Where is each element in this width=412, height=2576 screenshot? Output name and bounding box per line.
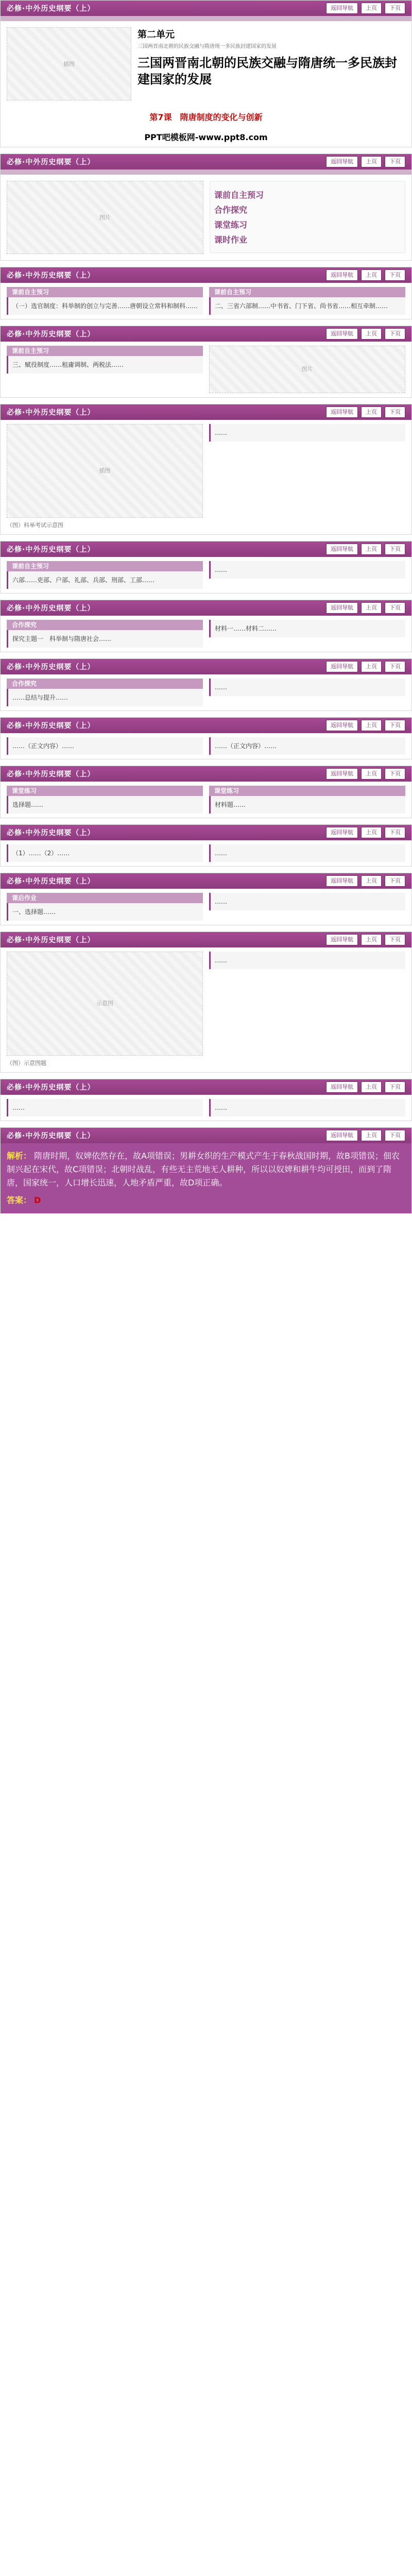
ppt-watermark: PPT吧模板网-www.ppt8.com: [144, 132, 268, 142]
right-section-title: 课前自主预习: [209, 287, 405, 297]
header-actions: [326, 3, 405, 14]
unit-title: 第二单元: [138, 29, 175, 40]
left-text: 三、赋役制度……租庸调制、两税法……: [7, 356, 203, 374]
right-text: ……（正文内容）……: [209, 737, 405, 755]
prev-button[interactable]: 上页: [361, 1130, 382, 1141]
main-title: 三国两晋南北朝的民族交融与隋唐统一多民族封建国家的发展: [138, 56, 397, 87]
left-section-title: 课前自主预习: [7, 561, 203, 571]
analysis-text: 隋唐时期，奴婢依然存在，故A项错误；男耕女织的生产模式产生于春秋战国时期，故B项错误；佃农制兴起在宋代，故C项错误；北朝时战乱，有些无主荒地无人耕种，所以以奴婢和耕牛均可授田，而到了隋唐，国家统一，人口增长迅速，人地矛盾严重，故D项正确。: [7, 1151, 400, 1188]
course-title: 必修·中外历史纲要（上）: [7, 722, 95, 730]
image-slide-2: [0, 931, 412, 1073]
menu-item-4[interactable]: 课时作业: [214, 235, 248, 245]
left-section-title: 课前自主预习: [7, 287, 203, 297]
prev-button[interactable]: 上页: [361, 602, 382, 614]
answer-value: D: [34, 1195, 41, 1205]
final-slide: [0, 1127, 412, 1214]
left-section-title: 课前自主预习: [7, 346, 203, 356]
content-slide-4: [0, 600, 412, 652]
prev-button[interactable]: 上页: [361, 1081, 382, 1093]
back-button[interactable]: 返回导航: [326, 1130, 358, 1141]
right-text: ……: [209, 1099, 405, 1116]
back-button[interactable]: 返回导航: [326, 544, 358, 555]
next-button[interactable]: 下页: [385, 3, 405, 14]
left-text: 探究主题一 科举制与隋唐社会……: [7, 630, 203, 648]
left-section-title: 合作探究: [7, 679, 203, 689]
prev-button[interactable]: 上页: [361, 269, 382, 281]
content-slide-6: [0, 717, 412, 759]
analysis-label: 解析：: [7, 1151, 32, 1161]
left-text: （一）选官制度：科举制的创立与完善……唐朝设立常科和制科……: [7, 297, 203, 315]
image-slide: [0, 404, 412, 535]
back-button[interactable]: 返回导航: [326, 269, 358, 281]
course-title: 必修·中外历史纲要（上）: [7, 663, 95, 671]
nav-menu: [210, 181, 405, 253]
next-button[interactable]: 下页: [385, 1081, 405, 1093]
course-title: 必修·中外历史纲要（上）: [7, 936, 95, 944]
unit-subtitle: 三国两晋南北朝的民族交融与隋唐统一多民族封建国家的发展: [138, 44, 277, 49]
next-button[interactable]: 下页: [385, 328, 405, 340]
left-text: 选择题……: [7, 796, 203, 814]
left-text: ……总结与提升……: [7, 689, 203, 706]
answer-label: 答案：: [7, 1195, 32, 1205]
right-text: ……: [209, 679, 405, 696]
course-title: 必修·中外历史纲要（上）: [7, 770, 95, 778]
left-text: ……: [7, 1099, 203, 1116]
menu-item-2[interactable]: 合作探究: [214, 205, 248, 215]
back-button[interactable]: 返回导航: [326, 156, 358, 167]
course-title: 必修·中外历史纲要（上）: [7, 409, 95, 417]
right-text: 材料题……: [209, 796, 405, 814]
content-slide-2: [0, 326, 412, 398]
prev-button[interactable]: 上页: [361, 406, 382, 418]
left-text: 一、选择题……: [7, 903, 203, 921]
content-slide-1: [0, 267, 412, 319]
nav-header: [1, 154, 411, 170]
side-text: ……: [209, 952, 405, 969]
prev-button[interactable]: 上页: [361, 3, 382, 14]
homework-slide: [0, 873, 412, 925]
next-button[interactable]: 下页: [385, 544, 405, 555]
back-button[interactable]: 返回导航: [326, 827, 358, 838]
content-slide-5: [0, 658, 412, 711]
prev-button[interactable]: 上页: [361, 827, 382, 838]
course-title: 必修·中外历史纲要（上）: [7, 5, 95, 13]
prev-button[interactable]: 上页: [361, 934, 382, 945]
course-title: 必修·中外历史纲要（上）: [7, 1132, 95, 1140]
back-button[interactable]: 返回导航: [326, 875, 358, 887]
right-text: 材料一……材料二……: [209, 620, 405, 637]
content-slide-3: [0, 541, 412, 594]
next-button[interactable]: 下页: [385, 875, 405, 887]
prev-button[interactable]: 上页: [361, 875, 382, 887]
next-button[interactable]: 下页: [385, 661, 405, 672]
nav-image: 图片: [7, 181, 203, 254]
back-button[interactable]: 返回导航: [326, 3, 358, 14]
next-button[interactable]: 下页: [385, 827, 405, 838]
next-button[interactable]: 下页: [385, 602, 405, 614]
content-header: [1, 267, 411, 283]
lesson-title: 第7课 隋唐制度的变化与创新: [1, 107, 411, 127]
course-title: 必修·中外历史纲要（上）: [7, 1083, 95, 1092]
course-title: 必修·中外历史纲要（上）: [7, 546, 95, 554]
back-button[interactable]: 返回导航: [326, 934, 358, 945]
menu-item-3[interactable]: 课堂练习: [214, 220, 248, 230]
left-section-title: 课后作业: [7, 893, 203, 903]
back-button[interactable]: 返回导航: [326, 602, 358, 614]
right-section-title: 课堂练习: [209, 786, 405, 796]
prev-button[interactable]: 上页: [361, 156, 382, 167]
subbar: [1, 16, 411, 21]
prev-button[interactable]: 上页: [361, 544, 382, 555]
right-text: 二、三省六部制……中书省、门下省、尚书省……相互牵制……: [209, 297, 405, 315]
left-section-title: 课堂练习: [7, 786, 203, 796]
content-slide-8: [0, 1079, 412, 1121]
page-root: [0, 0, 412, 1214]
content-slide-7: [0, 824, 412, 867]
top-header: [1, 1, 411, 16]
left-text: 六部……吏部、户部、礼部、兵部、刑部、工部……: [7, 571, 203, 589]
header-actions: [326, 156, 405, 167]
menu-item-1[interactable]: 课前自主预习: [214, 190, 264, 200]
back-button[interactable]: 返回导航: [326, 406, 358, 418]
course-title: 必修·中外历史纲要（上）: [7, 877, 95, 886]
back-button[interactable]: 返回导航: [326, 768, 358, 779]
next-button[interactable]: 下页: [385, 156, 405, 167]
course-title: 必修·中外历史纲要（上）: [7, 272, 95, 280]
next-button[interactable]: 下页: [385, 1130, 405, 1141]
left-text: ……（正文内容）……: [7, 737, 203, 755]
right-text: ……: [209, 893, 405, 910]
left-text: （1）……（2）……: [7, 844, 203, 862]
prev-button[interactable]: 上页: [361, 768, 382, 779]
prev-button[interactable]: 上页: [361, 328, 382, 340]
back-button[interactable]: 返回导航: [326, 661, 358, 672]
next-button[interactable]: 下页: [385, 768, 405, 779]
side-notes: ……: [209, 424, 405, 442]
practice-slide: [0, 766, 412, 818]
diagram-caption: （图）示意图题: [7, 1060, 46, 1066]
analysis-block: [1, 1143, 411, 1213]
right-text: ……: [209, 561, 405, 579]
back-button[interactable]: 返回导航: [326, 720, 358, 731]
next-button[interactable]: 下页: [385, 269, 405, 281]
next-button[interactable]: 下页: [385, 720, 405, 731]
course-title: 必修·中外历史纲要（上）: [7, 604, 95, 613]
cover-illustration: 插图: [7, 27, 131, 100]
prev-button[interactable]: 上页: [361, 661, 382, 672]
back-button[interactable]: 返回导航: [326, 1081, 358, 1093]
course-title: 必修·中外历史纲要（上）: [7, 330, 95, 338]
prev-button[interactable]: 上页: [361, 720, 382, 731]
next-button[interactable]: 下页: [385, 406, 405, 418]
main-figure: 插图: [7, 424, 203, 518]
right-image: 图片: [209, 346, 405, 393]
nav-slide: [0, 154, 412, 261]
figure-caption: （图）科举考试示意图: [7, 522, 63, 529]
cover-slide: [0, 0, 412, 147]
course-title: 必修·中外历史纲要（上）: [7, 829, 95, 837]
back-button[interactable]: 返回导航: [326, 328, 358, 340]
right-text: ……: [209, 844, 405, 862]
left-section-title: 合作探究: [7, 620, 203, 630]
diagram-image: 示意图: [7, 952, 203, 1056]
next-button[interactable]: 下页: [385, 934, 405, 945]
course-title: 必修·中外历史纲要（上）: [7, 158, 95, 166]
